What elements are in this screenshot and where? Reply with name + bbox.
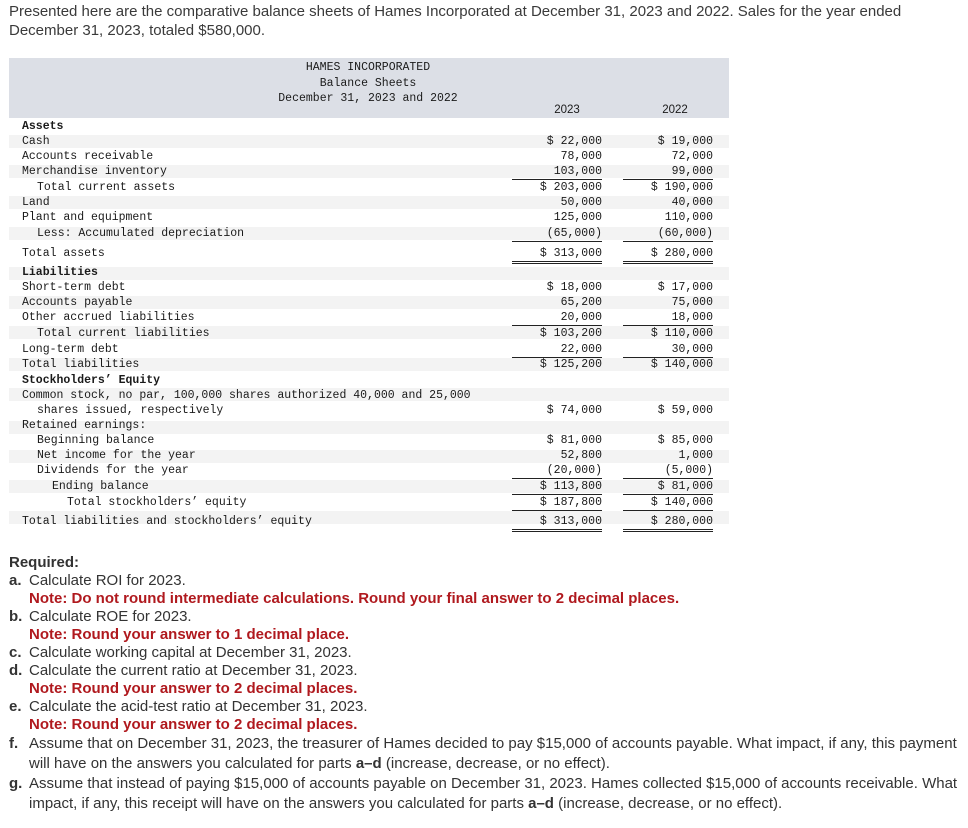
row-short-term-debt: Short-term debt $ 18,000 $ 17,000 [22,281,713,294]
required-heading: Required: [9,554,80,571]
required-item-f: f. Assume that on December 31, 2023, the treasurer of Hames decided to pay $15,000 of accounts payable. What impact, if any, this payment will have on the answers you calculated for parts a–d (increase, decrease, or no effect). [9,735,957,772]
row-total-current-liabilities: Total current liabilities $ 103,200 $ 110,000 [37,327,713,340]
required-item-b: b. Calculate ROE for 2023. [9,608,192,625]
row-land: Land 50,000 40,000 [22,196,713,209]
col-2022-header: 2022 [662,104,688,116]
statement-name: Balance Sheets [319,76,417,90]
row-retained-earnings: Retained earnings: [22,419,147,432]
required-item-d: d. Calculate the current ratio at December 31, 2023. [9,662,358,679]
row-other-accrued-liabilities: Other accrued liabilities 20,000 18,000 [22,311,713,324]
row-beginning-balance: Beginning balance $ 81,000 $ 85,000 [37,434,713,447]
row-total-liabilities: Total liabilities $ 125,200 $ 140,000 [22,358,713,371]
row-cash: Cash $ 22,000 $ 19,000 [22,135,713,148]
row-total-assets: Total assets $ 313,000 $ 280,000 [9,246,729,261]
row-ending-balance: Ending balance $ 113,800 $ 81,000 [52,480,713,493]
required-item-e: e. Calculate the acid-test ratio at December 31, 2023. [9,698,368,715]
note-a: Note: Do not round intermediate calculations. Round your final answer to 2 decimal places. [29,590,680,607]
row-accumulated-depreciation: Less: Accumulated depreciation (65,000) (60,000) [37,227,713,240]
row-total-current-assets: Total current assets $ 203,000 $ 190,000 [37,181,713,194]
note-d: Note: Round your answer to 2 decimal places. [29,680,358,697]
intro-text: Presented here are the comparative balance sheets of Hames Incorporated at December 31, 2023 and 2022. Sales for the year ended December 31, 2023, totaled $580,000. [9,3,902,39]
required-item-g: g. Assume that instead of paying $15,000 of accounts payable on December 31, 2023. Hames collected $15,000 of accounts receivable. What impact, if any, this receipt will have on the answers you calculated for parts a–d (increase, decrease, or no effect). [9,775,958,812]
row-total-stockholders-equity: Total stockholders’ equity $ 187,800 $ 140,000 [67,496,713,509]
row-long-term-debt: Long-term debt 22,000 30,000 [22,343,713,356]
required-section [9,554,959,814]
balance-sheet-table [9,58,729,536]
col-2023-header: 2023 [554,104,580,116]
row-dividends: Dividends for the year (20,000) (5,000) [37,464,713,477]
table-title [159,60,577,107]
row-assets-heading: Assets [22,120,64,133]
note-e: Note: Round your answer to 2 decimal places. [29,716,358,733]
row-common-stock-line1: Common stock, no par, 100,000 shares authorized 40,000 and 25,000 [22,389,471,402]
company-name: HAMES INCORPORATED [305,61,431,74]
row-total-liabilities-equity: Total liabilities and stockholders’ equity $ 313,000 $ 280,000 [9,514,729,529]
row-merchandise-inventory: Merchandise inventory 103,000 99,000 [22,165,713,178]
row-net-income: Net income for the year 52,800 1,000 [37,449,713,462]
note-b: Note: Round your answer to 1 decimal place. [29,626,350,643]
row-accounts-receivable: Accounts receivable 78,000 72,000 [22,150,713,163]
required-item-a: a. Calculate ROI for 2023. [9,572,186,589]
row-plant-equipment: Plant and equipment 125,000 110,000 [22,211,713,224]
row-common-stock-line2: shares issued, respectively $ 74,000 $ 59,000 [37,404,713,417]
row-accounts-payable: Accounts payable 65,200 75,000 [22,296,713,309]
row-equity-heading: Stockholders’ Equity [22,374,161,387]
required-item-c: c. Calculate working capital at December 31, 2023. [9,644,352,661]
table-header [9,58,729,118]
statement-date: December 31, 2023 and 2022 [278,92,458,105]
row-liabilities-heading: Liabilities [22,266,98,279]
